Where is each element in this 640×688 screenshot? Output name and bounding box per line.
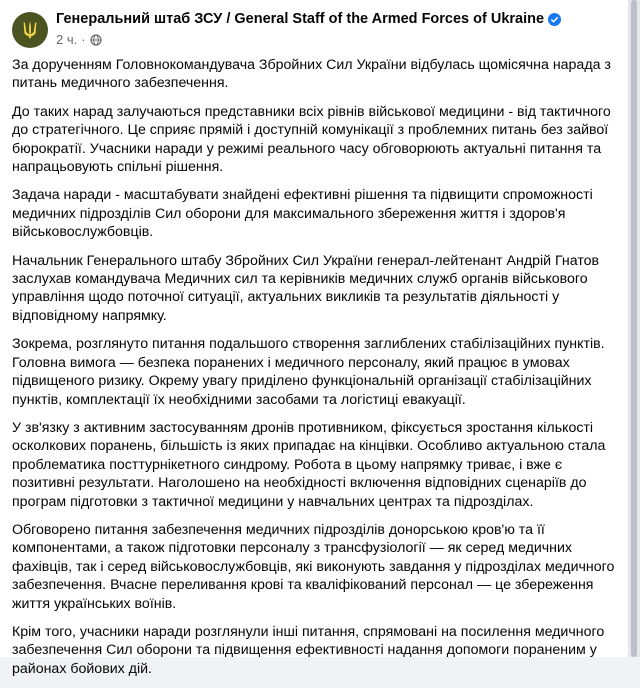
scrollbar-thumb[interactable] — [631, 0, 637, 657]
meta-separator: · — [81, 32, 86, 47]
globe-icon[interactable] — [90, 34, 102, 46]
page-avatar[interactable] — [12, 12, 48, 48]
post-header — [12, 10, 622, 50]
trident-emblem-icon — [19, 19, 41, 41]
verified-badge-icon — [548, 13, 561, 26]
post-body — [12, 56, 624, 688]
post-timestamp[interactable]: 2 ч. — [56, 32, 78, 47]
post-paragraph: Задача наради - масштабувати знайдені ефективні рішення та підвищити спроможності медичних підрозділів Сил оборони для максимального збереження життя і здоров'я військовослужбовців. — [12, 187, 593, 241]
post-paragraph: Начальник Генерального штабу Збройних Сил України генерал-лейтенант Андрій Гнатов заслухав командувача Медичних сил та керівників медичних служб органів військового управління щодо поточної ситуації, актуальних викликів та результатів діяльності у відповідному напрямку. — [12, 252, 600, 324]
post-paragraph: До таких нарад залучаються представники всіх рівнів військової медицини - від тактичного до стратегічного. Це сприяє прямій і доступній комунікації з проблемних питань без зайвої бюрократії. Учасники наради у режимі реального часу обговорюють актуальні питання та напрацьовують спільні рішення. — [12, 103, 611, 176]
post-meta — [56, 32, 102, 47]
post-paragraph: Зокрема, розглянуто питання подальшого створення заглиблених стабілізаційних пунктів. Головна вимога — безпека поранених і медичного персоналу, який працює в умовах підвищеного ризику. Окрему увагу приділено функціональній організації стабілізаційних пунктів, комплектації їх необхідними засобами та логістиці евакуації. — [12, 336, 605, 408]
author-name[interactable]: Генеральний штаб ЗСУ / General Staff of the Armed Forces of Ukraine — [56, 11, 545, 27]
post-paragraph: Крім того, учасники наради розглянули інші питання, спрямовані на посилення медичного забезпечення Сил оборони та підвищення ефективності надання допомоги пораненим у районах бойових дій. — [12, 623, 605, 677]
author-row — [56, 11, 561, 27]
post-paragraph: За дорученням Головнокомандувача Збройних Сил України відбулась щомісячна нарада з питань медичного забезпечення. — [12, 57, 611, 92]
post-paragraph: Обговорено питання забезпечення медичних підрозділів донорською кров'ю та її компонентами, а також підготовки персоналу з трансфузіології — як серед медичних фахівців, так і серед військовослужбовців, які виконують завдання у підрозділах медичного забезпечення. Вчасне переливання крові та кваліфікований персонал — це збереження життя українських воїнів. — [12, 521, 615, 612]
post-paragraph: У зв'язку з активним застосуванням дронів противником, фіксується зростання кількості осколкових поранень, більшість із яких припадає на кінцівки. Особливо актуальною стала проблематика посттурнікетного синдрому. Робота в цьому напрямку триває, і вже є позитивні результати. Наголошено на необхідності включення відповідних сценаріїв до програм підготовки з тактичної медицини у навчальних центрах та підрозділах. — [12, 419, 606, 510]
page-scrollbar[interactable] — [628, 0, 640, 657]
